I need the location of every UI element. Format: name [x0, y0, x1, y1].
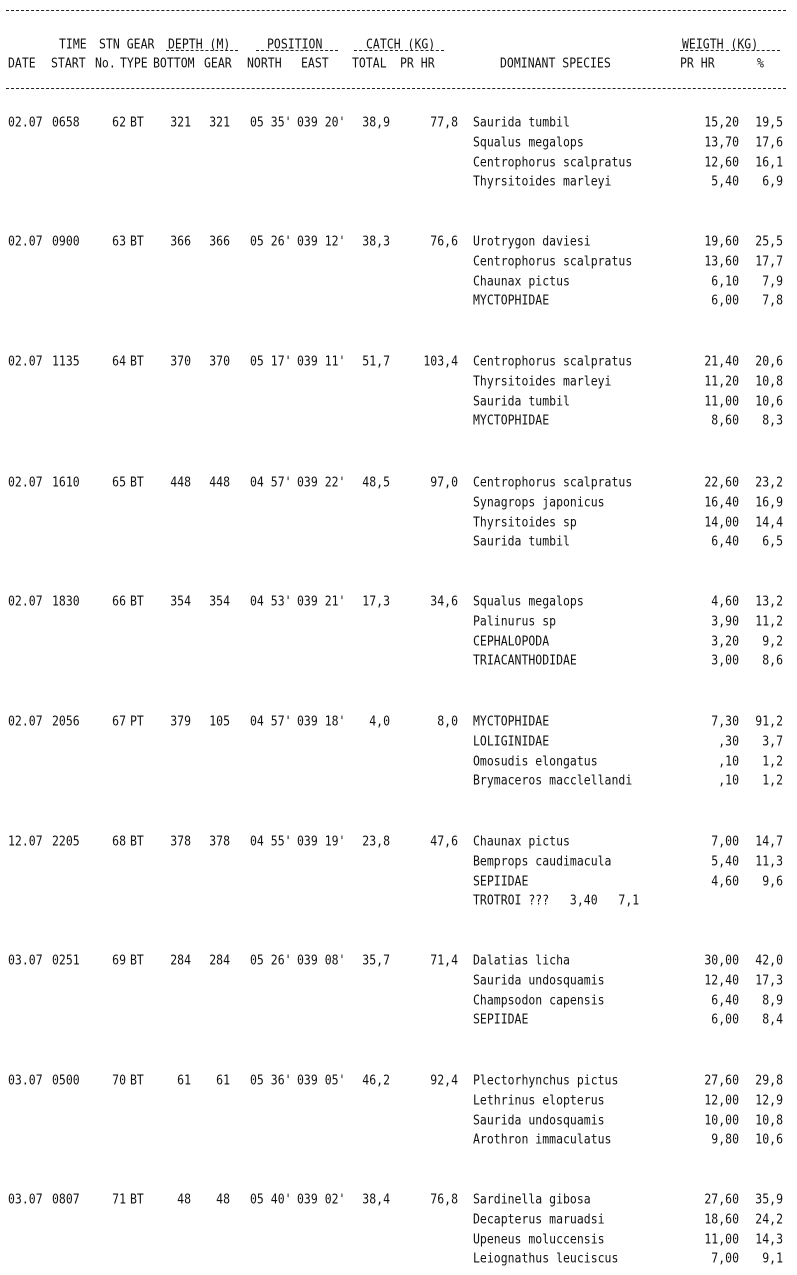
- species-percent: 10,6: [755, 1131, 783, 1147]
- position-north: 04 53': [250, 593, 292, 609]
- species-name: Plectorhynchus pictus: [473, 1072, 619, 1088]
- species-percent: 7,9: [762, 273, 783, 289]
- catch-per-hour: 8,0: [437, 713, 458, 729]
- species-name: SEPIIDAE: [473, 1011, 529, 1027]
- species-percent: 42,0: [755, 952, 783, 968]
- species-percent: 25,5: [755, 233, 783, 249]
- position-north: 04 57': [250, 713, 292, 729]
- position-east: 039 22': [297, 474, 346, 490]
- species-weight: 7,00: [711, 833, 739, 849]
- catch-total: 46,2: [362, 1072, 390, 1088]
- species-percent: 10,8: [755, 373, 783, 389]
- species-weight: 3,20: [711, 633, 739, 649]
- hdr-north: NORTH: [247, 55, 282, 71]
- species-weight: 12,40: [704, 972, 739, 988]
- depth-bottom: 448: [170, 474, 191, 490]
- species-percent: 29,8: [755, 1072, 783, 1088]
- species-percent: 8,9: [762, 992, 783, 1008]
- position-north: 05 17': [250, 353, 292, 369]
- catch-total: 38,9: [362, 114, 390, 130]
- catch-total: 48,5: [362, 474, 390, 490]
- species-weight: 4,60: [711, 873, 739, 889]
- catch-per-hour: 92,4: [430, 1072, 458, 1088]
- species-weight: 6,10: [711, 273, 739, 289]
- depth-bottom: 284: [170, 952, 191, 968]
- species-name: Centrophorus scalpratus: [473, 474, 633, 490]
- species-name: Thyrsitoides sp: [473, 514, 577, 530]
- species-name: Upeneus moluccensis: [473, 1231, 605, 1247]
- species-percent: 14,4: [755, 514, 783, 530]
- date: 03.07: [8, 952, 43, 968]
- species-weight: 12,00: [704, 1092, 739, 1108]
- hdr-start: START: [51, 55, 86, 71]
- depth-gear: 366: [209, 233, 230, 249]
- species-name: TROTROI ??? 3,40 7,1: [473, 892, 640, 908]
- gear-type: BT: [130, 1191, 144, 1207]
- catch-per-hour: 97,0: [430, 474, 458, 490]
- hdr-time: TIME: [59, 36, 87, 52]
- time-start: 1830: [52, 593, 80, 609]
- species-name: Squalus megalops: [473, 134, 584, 150]
- species-weight: 27,60: [704, 1072, 739, 1088]
- catch-per-hour: 47,6: [430, 833, 458, 849]
- species-weight: 22,60: [704, 474, 739, 490]
- depth-bottom: 61: [177, 1072, 191, 1088]
- species-weight: 5,40: [711, 173, 739, 189]
- species-weight: 6,40: [711, 992, 739, 1008]
- hdr-type: TYPE: [120, 55, 148, 71]
- position-north: 05 40': [250, 1191, 292, 1207]
- species-weight: 14,00: [704, 514, 739, 530]
- catch-per-hour: 71,4: [430, 952, 458, 968]
- species-weight: 3,90: [711, 613, 739, 629]
- catch-per-hour: 76,6: [430, 233, 458, 249]
- species-weight: 3,00: [711, 652, 739, 668]
- species-name: Synagrops japonicus: [473, 494, 605, 510]
- hdr-position: POSITION: [267, 36, 323, 52]
- species-percent: 9,1: [762, 1250, 783, 1266]
- species-weight: 8,60: [711, 412, 739, 428]
- hdr-gear: GEAR: [126, 36, 155, 52]
- species-name: Thyrsitoides marleyi: [473, 173, 612, 189]
- depth-bottom: 48: [177, 1191, 191, 1207]
- time-start: 0500: [52, 1072, 80, 1088]
- species-name: MYCTOPHIDAE: [473, 412, 550, 428]
- species-name: Sardinella gibosa: [473, 1191, 591, 1207]
- station-no: 62: [112, 114, 126, 130]
- species-name: TRIACANTHODIDAE: [473, 652, 577, 668]
- species-percent: 6,9: [762, 173, 783, 189]
- date: 02.07: [8, 233, 43, 249]
- hdr-total: TOTAL: [352, 55, 387, 71]
- species-name: Centrophorus scalpratus: [473, 154, 633, 170]
- species-name: Saurida tumbil: [473, 393, 570, 409]
- gear-type: BT: [130, 233, 144, 249]
- species-percent: 91,2: [755, 713, 783, 729]
- catch-total: 17,3: [362, 593, 390, 609]
- species-weight: 4,60: [711, 593, 739, 609]
- species-name: Chaunax pictus: [473, 833, 570, 849]
- species-weight: ,30: [718, 733, 739, 749]
- depth-gear: 378: [209, 833, 230, 849]
- species-name: Saurida tumbil: [473, 533, 570, 549]
- species-weight: ,10: [718, 772, 739, 788]
- hdr-dominant: DOMINANT SPECIES: [500, 55, 611, 71]
- species-weight: 6,00: [711, 292, 739, 308]
- weight-underline: [680, 50, 780, 51]
- station-no: 71: [112, 1191, 126, 1207]
- position-north: 05 35': [250, 114, 292, 130]
- species-weight: 19,60: [704, 233, 739, 249]
- species-weight: 18,60: [704, 1211, 739, 1227]
- species-percent: 9,6: [762, 873, 783, 889]
- species-percent: 9,2: [762, 633, 783, 649]
- hdr-pct: %: [757, 55, 764, 71]
- depth-bottom: 366: [170, 233, 191, 249]
- catch-total: 4,0: [369, 713, 390, 729]
- gear-type: BT: [130, 474, 144, 490]
- species-weight: 21,40: [704, 353, 739, 369]
- species-percent: 14,7: [755, 833, 783, 849]
- species-weight: 11,00: [704, 393, 739, 409]
- hdr-bottom: BOTTOM: [153, 55, 195, 71]
- position-east: 039 18': [297, 713, 346, 729]
- species-name: Arothron immaculatus: [473, 1131, 612, 1147]
- species-percent: 13,2: [755, 593, 783, 609]
- species-weight: 9,80: [711, 1131, 739, 1147]
- species-percent: 11,2: [755, 613, 783, 629]
- depth-underline: [166, 50, 238, 51]
- station-no: 65: [112, 474, 126, 490]
- hdr-prhr: PR HR: [400, 55, 435, 71]
- species-name: Brymaceros macclellandi: [473, 772, 633, 788]
- species-percent: 12,9: [755, 1092, 783, 1108]
- species-percent: 8,3: [762, 412, 783, 428]
- gear-type: BT: [130, 1072, 144, 1088]
- position-east: 039 05': [297, 1072, 346, 1088]
- depth-gear: 48: [216, 1191, 230, 1207]
- species-name: Urotrygon daviesi: [473, 233, 591, 249]
- species-percent: 16,1: [755, 154, 783, 170]
- species-percent: 24,2: [755, 1211, 783, 1227]
- species-percent: 16,9: [755, 494, 783, 510]
- species-weight: 12,60: [704, 154, 739, 170]
- species-name: Saurida undosquamis: [473, 972, 605, 988]
- position-east: 039 19': [297, 833, 346, 849]
- species-percent: 10,6: [755, 393, 783, 409]
- species-percent: 20,6: [755, 353, 783, 369]
- time-start: 1135: [52, 353, 80, 369]
- depth-bottom: 321: [170, 114, 191, 130]
- species-weight: 13,60: [704, 253, 739, 269]
- species-weight: 16,40: [704, 494, 739, 510]
- date: 02.07: [8, 353, 43, 369]
- catch-total: 38,4: [362, 1191, 390, 1207]
- depth-bottom: 354: [170, 593, 191, 609]
- hdr-east: EAST: [301, 55, 329, 71]
- top-divider: [6, 10, 786, 11]
- species-weight: 11,00: [704, 1231, 739, 1247]
- hdr-wprhr: PR HR: [680, 55, 715, 71]
- date: 02.07: [8, 593, 43, 609]
- header-divider: [6, 88, 786, 89]
- species-name: Centrophorus scalpratus: [473, 253, 633, 269]
- species-percent: 1,2: [762, 753, 783, 769]
- depth-gear: 105: [209, 713, 230, 729]
- position-north: 04 55': [250, 833, 292, 849]
- position-north: 05 26': [250, 952, 292, 968]
- date: 03.07: [8, 1072, 43, 1088]
- species-weight: 7,00: [711, 1250, 739, 1266]
- station-no: 69: [112, 952, 126, 968]
- species-weight: 27,60: [704, 1191, 739, 1207]
- position-north: 04 57': [250, 474, 292, 490]
- species-percent: 8,6: [762, 652, 783, 668]
- species-weight: 6,00: [711, 1011, 739, 1027]
- species-weight: 7,30: [711, 713, 739, 729]
- species-name: LOLIGINIDAE: [473, 733, 550, 749]
- time-start: 2056: [52, 713, 80, 729]
- species-name: Omosudis elongatus: [473, 753, 598, 769]
- species-percent: 17,7: [755, 253, 783, 269]
- station-no: 68: [112, 833, 126, 849]
- date: 03.07: [8, 1191, 43, 1207]
- catch-total: 51,7: [362, 353, 390, 369]
- species-name: Leiognathus leuciscus: [473, 1250, 619, 1266]
- species-weight: 13,70: [704, 134, 739, 150]
- species-name: SEPIIDAE: [473, 873, 529, 889]
- species-percent: 19,5: [755, 114, 783, 130]
- species-percent: 1,2: [762, 772, 783, 788]
- hdr-catch: CATCH (KG): [366, 36, 436, 52]
- hdr-date: DATE: [8, 55, 36, 71]
- time-start: 0251: [52, 952, 80, 968]
- species-weight: 6,40: [711, 533, 739, 549]
- time-start: 0900: [52, 233, 80, 249]
- hdr-no: No.: [95, 55, 116, 71]
- catch-per-hour: 34,6: [430, 593, 458, 609]
- gear-type: BT: [130, 833, 144, 849]
- date: 02.07: [8, 474, 43, 490]
- date: 12.07: [8, 833, 43, 849]
- species-name: Palinurus sp: [473, 613, 557, 629]
- species-name: Bemprops caudimacula: [473, 853, 612, 869]
- catch-per-hour: 76,8: [430, 1191, 458, 1207]
- position-east: 039 08': [297, 952, 346, 968]
- position-north: 05 36': [250, 1072, 292, 1088]
- species-percent: 23,2: [755, 474, 783, 490]
- species-percent: 11,3: [755, 853, 783, 869]
- catch-per-hour: 103,4: [423, 353, 458, 369]
- time-start: 0807: [52, 1191, 80, 1207]
- depth-gear: 448: [209, 474, 230, 490]
- species-name: MYCTOPHIDAE: [473, 713, 550, 729]
- gear-type: BT: [130, 114, 144, 130]
- depth-gear: 321: [209, 114, 230, 130]
- species-weight: ,10: [718, 753, 739, 769]
- depth-bottom: 379: [170, 713, 191, 729]
- date: 02.07: [8, 713, 43, 729]
- species-name: Saurida undosquamis: [473, 1112, 605, 1128]
- catch-underline: [354, 50, 444, 51]
- gear-type: BT: [130, 593, 144, 609]
- catch-total: 23,8: [362, 833, 390, 849]
- hdr-depth: DEPTH (M): [168, 36, 231, 52]
- hdr-stn-gear: [99, 36, 154, 52]
- species-percent: 3,7: [762, 733, 783, 749]
- gear-type: BT: [130, 952, 144, 968]
- gear-type: PT: [130, 713, 144, 729]
- species-percent: 17,6: [755, 134, 783, 150]
- species-percent: 17,3: [755, 972, 783, 988]
- depth-gear: 354: [209, 593, 230, 609]
- species-name: Saurida tumbil: [473, 114, 570, 130]
- date: 02.07: [8, 114, 43, 130]
- station-no: 63: [112, 233, 126, 249]
- species-weight: 30,00: [704, 952, 739, 968]
- species-weight: 5,40: [711, 853, 739, 869]
- species-name: Thyrsitoides marleyi: [473, 373, 612, 389]
- time-start: 1610: [52, 474, 80, 490]
- species-weight: 11,20: [704, 373, 739, 389]
- hdr-gear2: GEAR: [204, 55, 232, 71]
- station-no: 70: [112, 1072, 126, 1088]
- depth-gear: 61: [216, 1072, 230, 1088]
- species-name: Lethrinus elopterus: [473, 1092, 605, 1108]
- species-name: CEPHALOPODA: [473, 633, 550, 649]
- depth-bottom: 370: [170, 353, 191, 369]
- species-name: Chaunax pictus: [473, 273, 570, 289]
- species-percent: 14,3: [755, 1231, 783, 1247]
- time-start: 2205: [52, 833, 80, 849]
- species-name: Decapterus maruadsi: [473, 1211, 605, 1227]
- time-start: 0658: [52, 114, 80, 130]
- species-percent: 35,9: [755, 1191, 783, 1207]
- position-east: 039 02': [297, 1191, 346, 1207]
- species-weight: 15,20: [704, 114, 739, 130]
- gear-type: BT: [130, 353, 144, 369]
- species-percent: 6,5: [762, 533, 783, 549]
- position-underline: [256, 50, 338, 51]
- species-percent: 10,8: [755, 1112, 783, 1128]
- position-east: 039 20': [297, 114, 346, 130]
- depth-gear: 370: [209, 353, 230, 369]
- position-east: 039 12': [297, 233, 346, 249]
- station-no: 66: [112, 593, 126, 609]
- hdr-weight: WEIGTH (KG): [682, 36, 759, 52]
- species-name: Centrophorus scalpratus: [473, 353, 633, 369]
- hdr-stn: STN: [99, 36, 120, 52]
- position-east: 039 11': [297, 353, 346, 369]
- species-weight: 10,00: [704, 1112, 739, 1128]
- species-name: MYCTOPHIDAE: [473, 292, 550, 308]
- species-name: Champsodon capensis: [473, 992, 605, 1008]
- station-no: 67: [112, 713, 126, 729]
- position-east: 039 21': [297, 593, 346, 609]
- species-percent: 7,8: [762, 292, 783, 308]
- species-name: Squalus megalops: [473, 593, 584, 609]
- species-name: Dalatias licha: [473, 952, 570, 968]
- catch-total: 35,7: [362, 952, 390, 968]
- depth-gear: 284: [209, 952, 230, 968]
- depth-bottom: 378: [170, 833, 191, 849]
- position-north: 05 26': [250, 233, 292, 249]
- catch-per-hour: 77,8: [430, 114, 458, 130]
- species-percent: 8,4: [762, 1011, 783, 1027]
- catch-total: 38,3: [362, 233, 390, 249]
- station-no: 64: [112, 353, 126, 369]
